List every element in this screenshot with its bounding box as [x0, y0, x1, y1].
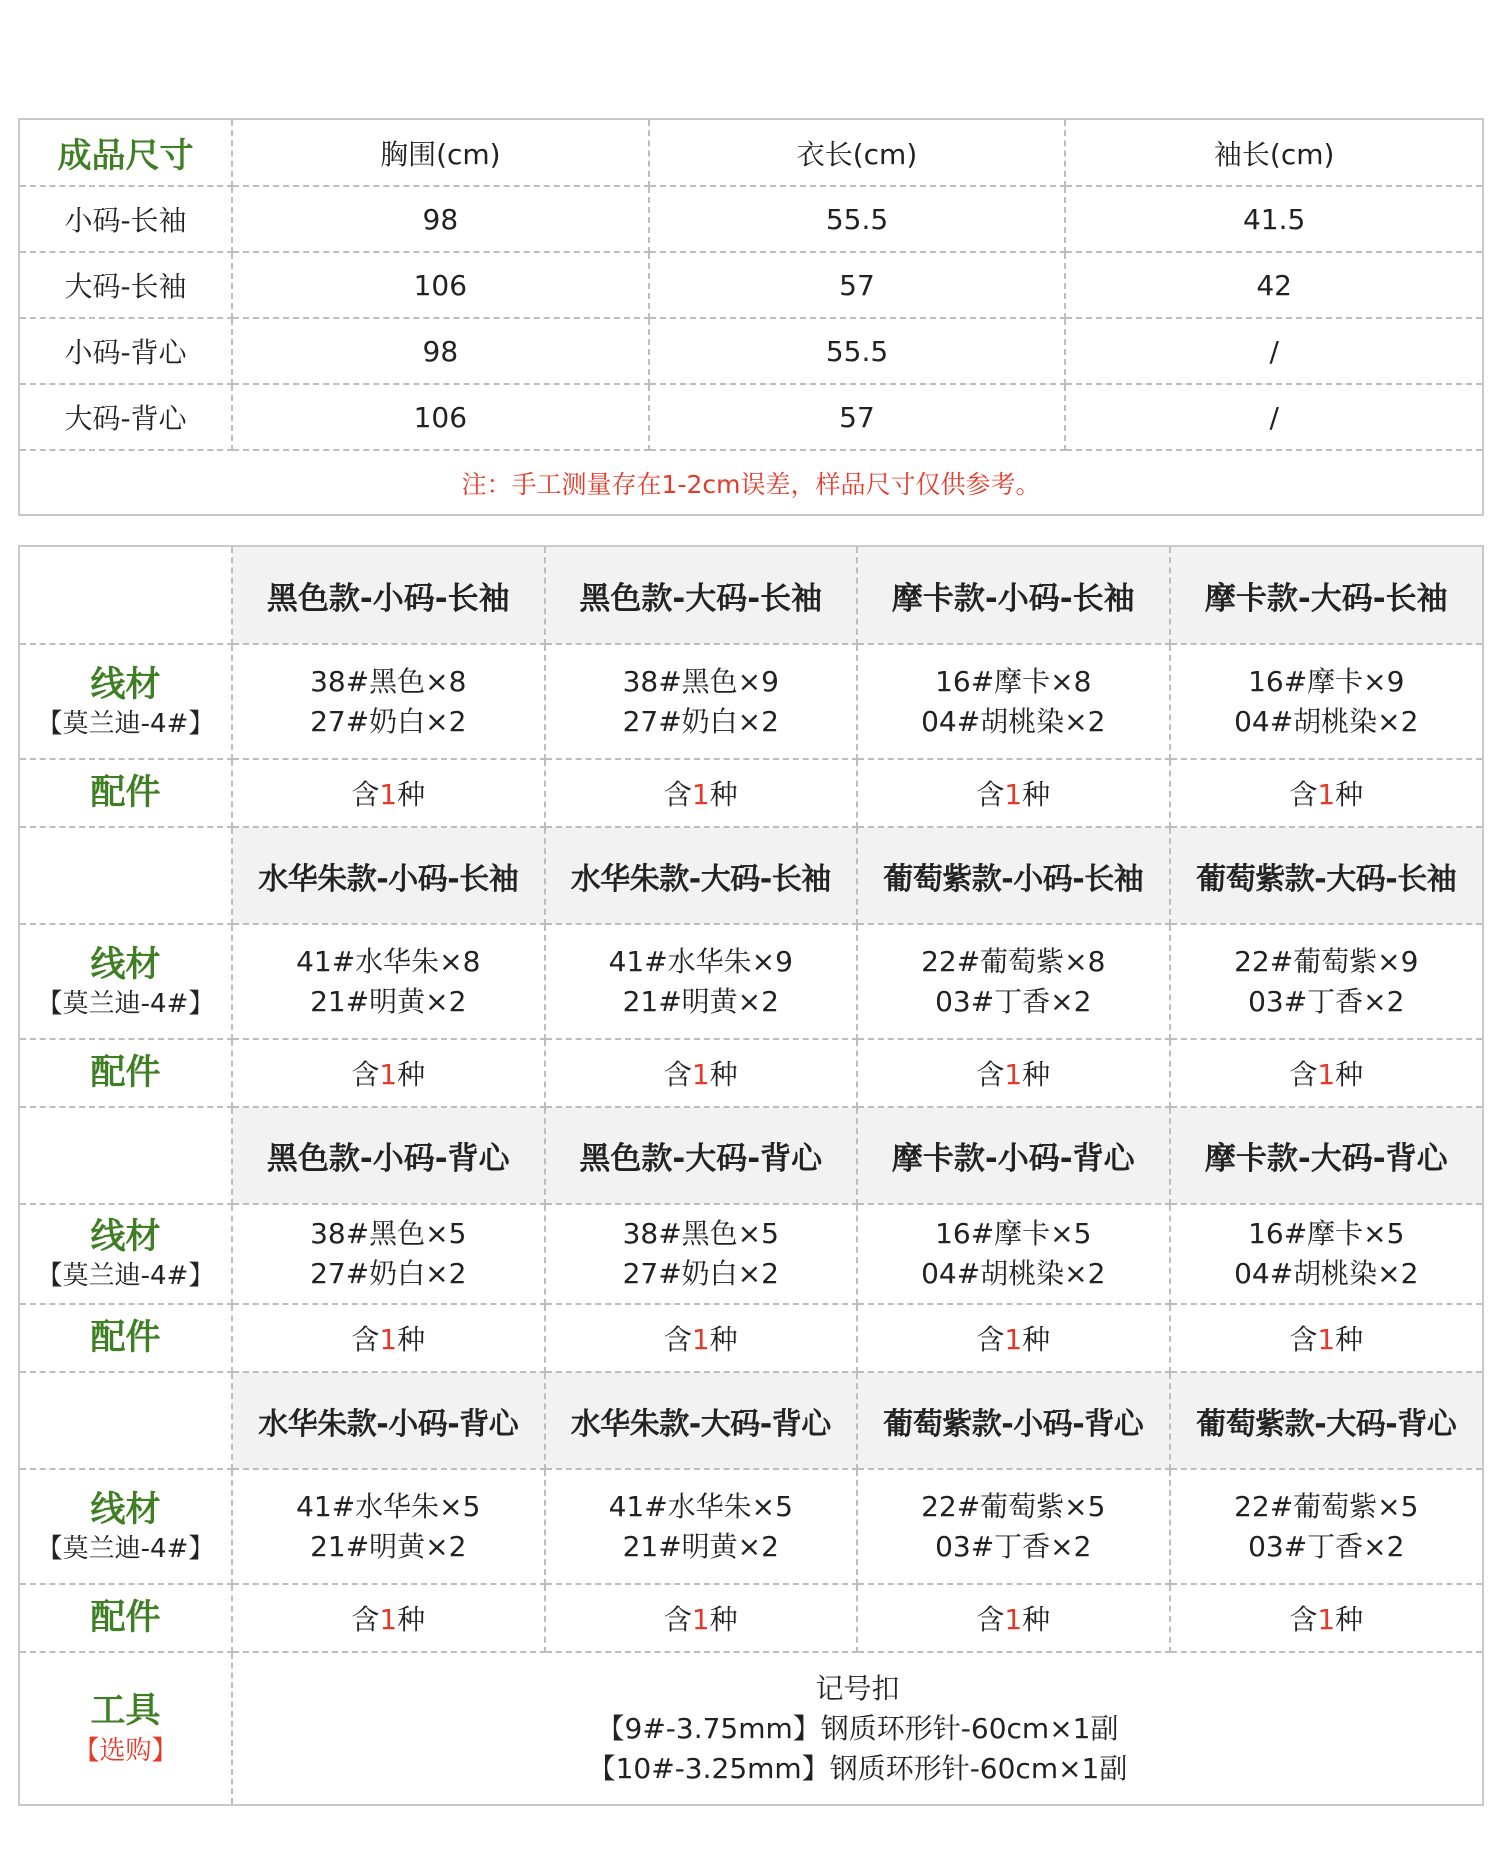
accessory-label-cell — [20, 1039, 232, 1107]
yarn-line: 03#丁香×2 — [935, 984, 1092, 1018]
tools-label: 工具 — [90, 1690, 161, 1731]
accessory-suffix: 种 — [1335, 1603, 1364, 1636]
measurement-note: 注：手工测量存在1-2cm误差，样品尺寸仅供参考。 — [461, 469, 1041, 499]
yarn-line: 41#水华朱×5 — [608, 1489, 793, 1523]
variant-header: 葡萄紫款-小码-长袖 — [857, 827, 1170, 924]
accessory-row — [20, 1584, 1482, 1652]
accessory-count: 1 — [1004, 1323, 1023, 1356]
tools-list-cell — [232, 1652, 1482, 1804]
yarn-line: 27#奶白×2 — [310, 704, 467, 738]
yarn-cell — [232, 644, 545, 759]
accessory-suffix: 种 — [397, 1323, 426, 1356]
accessory-suffix: 种 — [397, 778, 426, 811]
accessory-count: 1 — [379, 778, 398, 811]
yarn-row — [20, 924, 1482, 1039]
accessory-cell — [857, 759, 1170, 827]
accessory-prefix: 含 — [1289, 778, 1318, 811]
cell-value: 106 — [232, 252, 649, 318]
accessory-count: 1 — [691, 1323, 710, 1356]
cell-value: 57 — [649, 252, 1066, 318]
accessory-cell — [1170, 1039, 1483, 1107]
accessory-prefix: 含 — [976, 1603, 1005, 1636]
yarn-cell — [857, 1204, 1170, 1304]
size-table-title: 成品尺寸 — [20, 120, 232, 186]
accessory-cell — [545, 759, 858, 827]
accessory-suffix: 种 — [709, 1323, 738, 1356]
yarn-line: 27#奶白×2 — [622, 1257, 779, 1290]
size-header-row — [20, 120, 1482, 186]
yarn-label-cell — [20, 924, 232, 1039]
variant-header: 黑色款-大码-长袖 — [545, 547, 858, 644]
accessory-cell — [857, 1039, 1170, 1107]
yarn-line: 03#丁香×2 — [1248, 984, 1405, 1018]
accessory-count: 1 — [1317, 1603, 1336, 1636]
note-row — [20, 450, 1482, 514]
accessory-label: 配件 — [90, 773, 161, 813]
accessory-suffix: 种 — [1022, 1058, 1051, 1091]
accessory-count: 1 — [1317, 1058, 1336, 1091]
accessory-cell — [1170, 1584, 1483, 1652]
accessory-prefix: 含 — [976, 1058, 1005, 1091]
accessory-count: 1 — [691, 778, 710, 811]
yarn-cell — [545, 1469, 858, 1584]
yarn-line: 22#葡萄紫×8 — [921, 944, 1106, 978]
yarn-label: 线材 — [90, 1489, 161, 1530]
blank-cell — [20, 547, 232, 644]
accessory-cell — [545, 1039, 858, 1107]
yarn-cell — [545, 924, 858, 1039]
yarn-cell — [1170, 1469, 1483, 1584]
accessory-cell — [1170, 1304, 1483, 1372]
cell-value: 41.5 — [1065, 186, 1482, 252]
variant-header: 水华朱款-大码-长袖 — [545, 827, 858, 924]
materials-table-container — [18, 545, 1484, 1806]
table-row — [20, 318, 1482, 384]
accessory-cell — [545, 1584, 858, 1652]
cell-value: / — [1065, 318, 1482, 384]
accessory-cell — [232, 1584, 545, 1652]
header-chest: 胸围(cm) — [232, 120, 649, 186]
yarn-series-label: 【莫兰迪-4#】 — [36, 1533, 215, 1564]
accessory-suffix: 种 — [1335, 1058, 1364, 1091]
variant-header: 摩卡款-大码-背心 — [1170, 1107, 1483, 1204]
yarn-cell — [545, 1204, 858, 1304]
row-label: 小码-长袖 — [20, 186, 232, 252]
cell-value: 55.5 — [649, 186, 1066, 252]
accessory-count: 1 — [379, 1058, 398, 1091]
table-row — [20, 252, 1482, 318]
accessory-prefix: 含 — [976, 778, 1005, 811]
accessory-label-cell — [20, 1584, 232, 1652]
yarn-label: 线材 — [90, 944, 161, 985]
yarn-line: 16#摩卡×5 — [1248, 1217, 1405, 1250]
yarn-line: 38#黑色×5 — [310, 1217, 467, 1250]
yarn-series-label: 【莫兰迪-4#】 — [36, 708, 215, 739]
variant-header: 黑色款-大码-背心 — [545, 1107, 858, 1204]
yarn-line: 04#胡桃染×2 — [921, 1257, 1106, 1290]
cell-value: 98 — [232, 318, 649, 384]
variant-header: 摩卡款-大码-长袖 — [1170, 547, 1483, 644]
accessory-prefix: 含 — [663, 1323, 692, 1356]
blank-cell — [20, 1372, 232, 1469]
accessory-prefix: 含 — [351, 1323, 380, 1356]
yarn-line: 03#丁香×2 — [935, 1529, 1092, 1563]
accessory-suffix: 种 — [709, 1058, 738, 1091]
variant-header: 摩卡款-小码-长袖 — [857, 547, 1170, 644]
yarn-line: 03#丁香×2 — [1248, 1529, 1405, 1563]
yarn-cell — [857, 1469, 1170, 1584]
accessory-suffix: 种 — [709, 1603, 738, 1636]
table-row — [20, 186, 1482, 252]
variant-header: 水华朱款-小码-背心 — [232, 1372, 545, 1469]
yarn-label-cell — [20, 1204, 232, 1304]
yarn-cell — [857, 644, 1170, 759]
yarn-line: 21#明黄×2 — [622, 984, 779, 1018]
cell-value: 57 — [649, 384, 1066, 450]
accessory-cell — [545, 1304, 858, 1372]
accessory-count: 1 — [691, 1058, 710, 1091]
accessory-prefix: 含 — [1289, 1058, 1318, 1091]
accessory-label: 配件 — [90, 1318, 161, 1358]
accessory-label-cell — [20, 759, 232, 827]
yarn-line: 04#胡桃染×2 — [921, 704, 1106, 738]
accessory-count: 1 — [1004, 1058, 1023, 1091]
cell-value: 98 — [232, 186, 649, 252]
variant-header-row — [20, 1107, 1482, 1204]
variant-header: 葡萄紫款-小码-背心 — [857, 1372, 1170, 1469]
accessory-prefix: 含 — [351, 1058, 380, 1091]
yarn-line: 41#水华朱×9 — [608, 944, 793, 978]
accessory-row — [20, 1039, 1482, 1107]
tool-item: 记号扣 — [815, 1671, 900, 1705]
accessory-prefix: 含 — [351, 778, 380, 811]
variant-header-row — [20, 827, 1482, 924]
accessory-suffix: 种 — [1022, 1603, 1051, 1636]
blank-cell — [20, 827, 232, 924]
yarn-line: 41#水华朱×8 — [296, 944, 481, 978]
accessory-cell — [857, 1584, 1170, 1652]
accessory-suffix: 种 — [1335, 778, 1364, 811]
yarn-row — [20, 644, 1482, 759]
header-length: 衣长(cm) — [649, 120, 1066, 186]
yarn-line: 04#胡桃染×2 — [1234, 704, 1419, 738]
row-label: 小码-背心 — [20, 318, 232, 384]
variant-header-row — [20, 1372, 1482, 1469]
accessory-suffix: 种 — [709, 778, 738, 811]
yarn-line: 38#黑色×5 — [622, 1217, 779, 1250]
yarn-cell — [857, 924, 1170, 1039]
accessory-label: 配件 — [90, 1053, 161, 1093]
yarn-series-label: 【莫兰迪-4#】 — [36, 988, 215, 1019]
table-row — [20, 384, 1482, 450]
yarn-line: 16#摩卡×5 — [935, 1217, 1092, 1250]
yarn-cell — [232, 924, 545, 1039]
yarn-line: 27#奶白×2 — [622, 704, 779, 738]
variant-header: 摩卡款-小码-背心 — [857, 1107, 1170, 1204]
yarn-cell — [1170, 1204, 1483, 1304]
accessory-cell — [232, 759, 545, 827]
accessory-count: 1 — [1317, 778, 1336, 811]
tools-row — [20, 1652, 1482, 1804]
cell-value: / — [1065, 384, 1482, 450]
yarn-line: 38#黑色×8 — [310, 664, 467, 698]
row-label: 大码-背心 — [20, 384, 232, 450]
tool-item: 【9#-3.75mm】钢质环形针-60cm×1副 — [596, 1711, 1119, 1745]
tools-label-cell — [20, 1652, 232, 1804]
yarn-line: 22#葡萄紫×9 — [1234, 944, 1419, 978]
accessory-cell — [232, 1304, 545, 1372]
yarn-line: 16#摩卡×8 — [935, 664, 1092, 698]
accessory-suffix: 种 — [1022, 1323, 1051, 1356]
yarn-label: 线材 — [90, 1217, 161, 1257]
cell-value: 55.5 — [649, 318, 1066, 384]
accessory-cell — [857, 1304, 1170, 1372]
accessory-prefix: 含 — [1289, 1603, 1318, 1636]
yarn-line: 21#明黄×2 — [310, 1529, 467, 1563]
cell-value: 42 — [1065, 252, 1482, 318]
accessory-cell — [232, 1039, 545, 1107]
size-table — [20, 120, 1482, 514]
accessory-prefix: 含 — [663, 1058, 692, 1091]
accessory-prefix: 含 — [663, 1603, 692, 1636]
yarn-label: 线材 — [90, 664, 161, 705]
accessory-count: 1 — [691, 1603, 710, 1636]
yarn-line: 41#水华朱×5 — [296, 1489, 481, 1523]
variant-header-row — [20, 547, 1482, 644]
accessory-cell — [1170, 759, 1483, 827]
accessory-count: 1 — [1004, 1603, 1023, 1636]
yarn-line: 16#摩卡×9 — [1248, 664, 1405, 698]
tools-optional-label: 【选购】 — [73, 1735, 178, 1766]
yarn-cell — [545, 644, 858, 759]
yarn-line: 27#奶白×2 — [310, 1257, 467, 1290]
accessory-count: 1 — [379, 1323, 398, 1356]
size-table-container — [18, 118, 1484, 516]
yarn-row — [20, 1469, 1482, 1584]
accessory-prefix: 含 — [663, 778, 692, 811]
accessory-prefix: 含 — [1289, 1323, 1318, 1356]
accessory-label-cell — [20, 1304, 232, 1372]
yarn-line: 21#明黄×2 — [622, 1529, 779, 1563]
row-label: 大码-长袖 — [20, 252, 232, 318]
yarn-series-label: 【莫兰迪-4#】 — [36, 1261, 215, 1291]
cell-value: 106 — [232, 384, 649, 450]
materials-table — [20, 547, 1482, 1804]
accessory-prefix: 含 — [351, 1603, 380, 1636]
variant-header: 水华朱款-小码-长袖 — [232, 827, 545, 924]
variant-header: 葡萄紫款-大码-长袖 — [1170, 827, 1483, 924]
accessory-count: 1 — [379, 1603, 398, 1636]
yarn-line: 21#明黄×2 — [310, 984, 467, 1018]
variant-header: 黑色款-小码-背心 — [232, 1107, 545, 1204]
yarn-line: 04#胡桃染×2 — [1234, 1257, 1419, 1290]
accessory-suffix: 种 — [1335, 1323, 1364, 1356]
yarn-cell — [232, 1204, 545, 1304]
accessory-prefix: 含 — [976, 1323, 1005, 1356]
accessory-row — [20, 759, 1482, 827]
yarn-row — [20, 1204, 1482, 1304]
variant-header: 葡萄紫款-大码-背心 — [1170, 1372, 1483, 1469]
accessory-suffix: 种 — [397, 1603, 426, 1636]
yarn-cell — [1170, 924, 1483, 1039]
variant-header: 黑色款-小码-长袖 — [232, 547, 545, 644]
blank-cell — [20, 1107, 232, 1204]
accessory-row — [20, 1304, 1482, 1372]
variant-header: 水华朱款-大码-背心 — [545, 1372, 858, 1469]
yarn-label-cell — [20, 644, 232, 759]
yarn-label-cell — [20, 1469, 232, 1584]
accessory-suffix: 种 — [1022, 778, 1051, 811]
accessory-label: 配件 — [90, 1598, 161, 1638]
yarn-cell — [232, 1469, 545, 1584]
yarn-line: 38#黑色×9 — [622, 664, 779, 698]
accessory-count: 1 — [1004, 778, 1023, 811]
yarn-line: 22#葡萄紫×5 — [921, 1489, 1106, 1523]
accessory-suffix: 种 — [397, 1058, 426, 1091]
accessory-count: 1 — [1317, 1323, 1336, 1356]
yarn-cell — [1170, 644, 1483, 759]
yarn-line: 22#葡萄紫×5 — [1234, 1489, 1419, 1523]
header-sleeve: 袖长(cm) — [1065, 120, 1482, 186]
tool-item: 【10#-3.25mm】钢质环形针-60cm×1副 — [587, 1751, 1128, 1785]
